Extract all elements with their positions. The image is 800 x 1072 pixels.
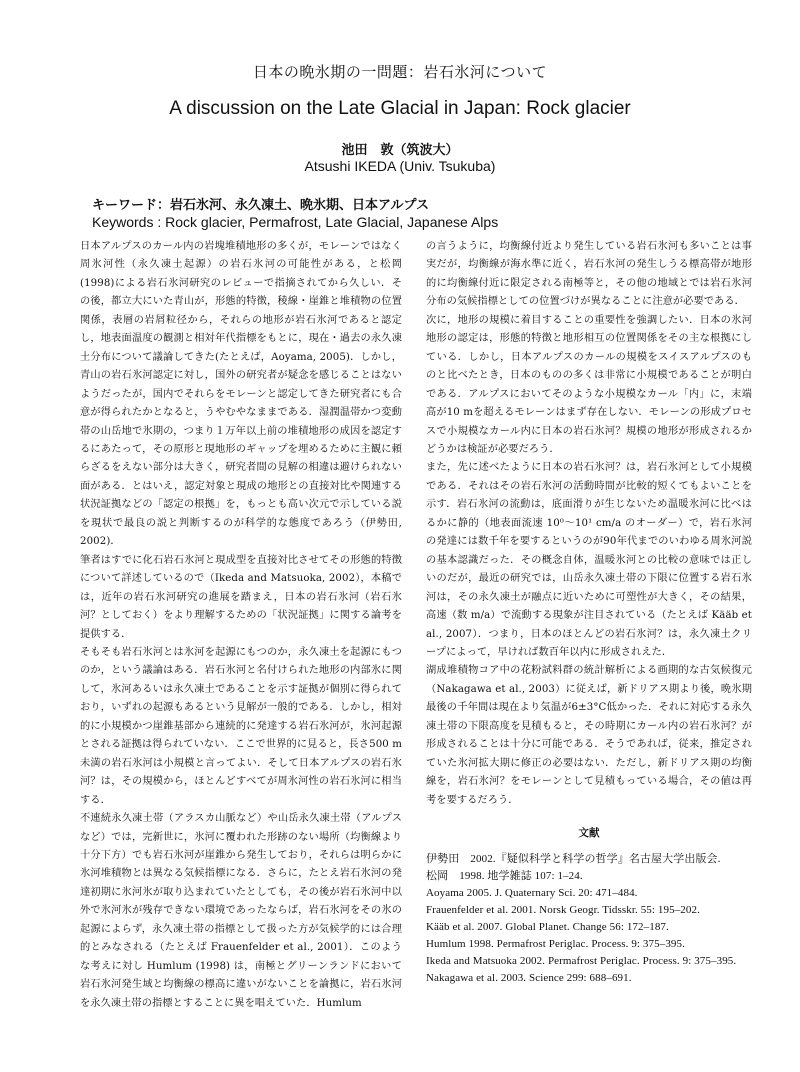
reference-item: 松岡 1998. 地学雑誌 107: 1–24. — [426, 869, 583, 882]
keywords-english: Keywords : Rock glacier, Permafrost, Late Glacial, Japanese Alps — [92, 214, 499, 230]
title-japanese: 日本の晩氷期の一問題：岩石氷河について — [252, 63, 548, 81]
right-column — [426, 238, 752, 987]
reference-item: Frauenfelder et al. 2001. Norsk Geogr. Tidsskr. 55: 195–202. — [426, 903, 700, 916]
body-paragraph: 次に，地形の規模に着目することの重要性を強調したい．日本の氷河地形の認定は，形態的特徴と地形相互の位置関係をその主な根拠にしている．しかし，日本アルプスのカールの規模をスイスアルプスのものと比べたとき，日本のものの多くは非常に小規模であることが明白である．アルプスにおいてそのような小規模なカール「内」に，末端高が10 mを超えるモレーンはまず存在しない．モレーンの形成プロセスで小規模なカール内に日本の岩石氷河？規模の地形が形成されるかどうかは検証が必要だろう． — [426, 314, 752, 455]
body-paragraph: また，先に述べたように日本の岩石氷河？は，岩石氷河として小規模である．それはその岩石氷河の活動時間が比較的短くてもよいことを示す．岩石氷河の流動は，底面滑りが生じないため温暖氷河に比べはるかに静的（地表面流速 10⁰～10¹ cm/a のオーダー）で，岩石氷河の発達には数千年を要するというのが90年代までのいわゆる周氷河説の基本認識だった．その概念自体，温暖氷河との比較の意味では正しいのだが，最近の研究では，山岳永久凍土帯の下限に位置する岩石氷河は，その永久凍土が融点に近いために可塑性が大きく，その結果，高速（数 m/a）で流動する現象が注目されている（たとえば Kääb et al., 2007）．つまり，日本のほとんどの岩石氷河？は，永久凍土クリープによって，早ければ数百年以内に形成されえた． — [426, 462, 752, 658]
left-column — [80, 238, 402, 1013]
references-list — [426, 851, 752, 987]
references-heading: 文献 — [578, 827, 600, 840]
body-paragraph: の言うように，均衡線付近より発生している岩石氷河も多いことは事実だが，均衡線が海水準に近く，岩石氷河の発生しうる標高帯が地形的に均衡線付近に限定される南極等と，その他の地域とでは岩石氷河分布の気候指標としての位置づけが異なることに注意が必要である． — [426, 241, 752, 308]
author-english: Atsushi IKEDA (Univ. Tsukuba) — [304, 158, 496, 174]
body-paragraph: そもそも岩石氷河とは氷河を起源にもつのか，永久凍土を起源にもつのか，という議論はある．岩石氷河と名付けられた地形の内部氷に関して，氷河あるいは永久凍土であることを示す証拠が個別に得られており，いずれの起源もあるという見解が一般的である．しかし，相対的に小規模かつ崖錐基部から連続的に発達する岩石氷河が，氷河起源とされる証拠は得られていない．ここで世界的に見ると，長さ500 m未満の岩石氷河は小規模と言ってよい．そして日本アルプスの岩石氷河？は，その規模から，ほとんどすべてが周氷河性の岩石氷河に相当する． — [80, 646, 402, 806]
body-paragraph: 日本アルプスのカール内の岩塊堆積地形の多くが，モレーンではなく周氷河性（永久凍土起源）の岩石氷河の可能性がある，と松岡(1998)による岩石氷河研究のレビューで指摘されてから久しい．その後，都立大にいた青山が，形態的特徴，稜線・崖錐と堆積物の位置関係，表層の岩屑粒径から，それらの地形が岩石氷河であると認定し，地表面温度の観測と相対年代指標をもとに，現在・過去の永久凍土分布について議論してきた(たとえば，Aoyama, 2005)．しかし，青山の岩石氷河認定に対し，国外の研究者が疑念を感じることはないようだったが，国内でそれらをモレーンと認定してきた研究者にも合意が得られたかとなると，うやむやなままである．湿潤温帯かつ変動帯の山岳地で氷期の，つまり１万年以上前の堆積地形の成因を認定するにあたって，その原形と現地形のギャップを埋めるために主観に頼らざるをえない部分は大きく，研究者間の見解の相違は避けられない面がある．とはいえ，認定対象と現成の地形との直接対比や関連する状況証拠などの「認定の根拠」を，もっとも高い次元で示している説を現状で最良の説と判断するのが科学的な態度であろう（伊勢田, 2002)． — [80, 241, 402, 548]
reference-item: Ikeda and Matsuoka 2002. Permafrost Periglac. Process. 9: 375–395. — [426, 954, 737, 967]
title-english: A discussion on the Late Glacial in Japan: Rock glacier — [169, 98, 631, 119]
author-japanese: 池田 敦（筑波大） — [341, 143, 459, 158]
body-paragraph: 湖成堆積物コア中の花粉試料群の統計解析による画期的な古気候復元（Nakagawa et al., 2003）に従えば，新ドリアス期より後，晩氷期最後の千年間は現在より気温が6±3°C低かった．それに対応する永久凍土帯の下限高度を見積もると，その時期にカール内の岩石氷河？が形成されることは十分に可能である．そうであれば，従来，推定されていた氷河拡大期に修正の必要はない．ただし，新ドリアス期の均衡線を，岩石氷河？をモレーンとして見積もっている場合，その値は再考を要するだろう． — [426, 665, 752, 806]
body-paragraph: 筆者はすでに化石岩石氷河と現成型を直接対比させてその形態的特徴について詳述しているので（Ikeda and Matsuoka, 2002），本稿では，近年の岩石氷河研究の進展を踏まえ，日本の岩石氷河（岩石氷河？としておく）をより理解するための「状況証拠」に関する論考を提供する． — [80, 554, 402, 640]
reference-item: Humlum 1998. Permafrost Periglac. Process. 9: 375–395. — [426, 937, 685, 950]
reference-item: Aoyama 2005. J. Quaternary Sci. 20: 471–484. — [426, 886, 638, 899]
reference-item: Nakagawa et al. 2003. Science 299: 688–691. — [426, 971, 632, 984]
keywords-japanese: キーワード：岩石氷河、永久凍土、晩氷期、日本アルプス — [92, 198, 429, 213]
reference-item: Kääb et al. 2007. Global Planet. Change 56: 172–187. — [426, 920, 669, 933]
reference-item: 伊勢田 2002.『疑似科学と科学の哲学』名古屋大学出版会. — [426, 852, 721, 865]
body-paragraph: 不連続永久凍土帯（アラスカ山脈など）や山岳永久凍土帯（アルプスなど）では，完新世に，氷河に覆われた形跡のない場所（均衡線より十分下方）でも岩石氷河が崖錐から発生しており，それらは明らかに氷河堆積物とは異なる気候指標になる．さらに，たとえ岩石氷河の発達初期に氷河氷が取り込まれていたとしても，その後が岩石氷河中以外で氷河氷が残存できない環境であったならば，岩石氷河をその氷の起源によらず，永久凍土帯の指標として扱った方が気候学的には合理的とみなされる（たとえば Frauenfelder et al., 2001）．このような考えに対し Humlum (1998) は，南極とグリーンランドにおいて岩石氷河発生域と均衡線の標高に違いがないことを論拠に，岩石氷河を永久凍土帯の指標とすることに異を唱えていた．Humlum — [80, 813, 402, 1009]
